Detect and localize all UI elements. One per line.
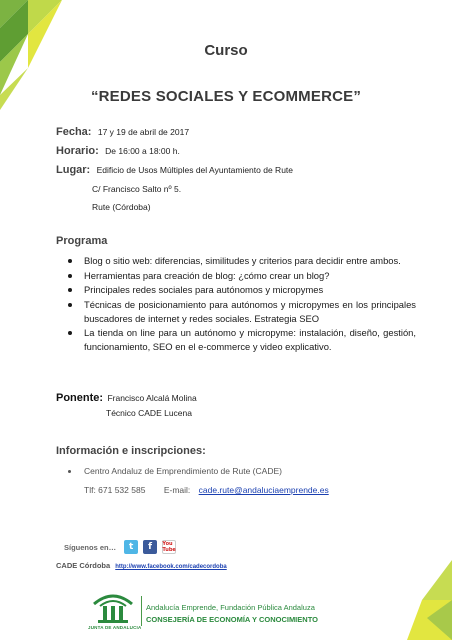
- course-title: “REDES SOCIALES Y ECOMMERCE”: [90, 88, 362, 105]
- org-line-1: Andalucía Emprende, Fundación Pública Andaluza: [146, 603, 315, 612]
- follow-text: Síguenos en…: [64, 542, 117, 552]
- inscripciones-heading: Información e inscripciones:: [56, 445, 206, 457]
- lugar-line-2: C/ Francisco Salto nº 5.: [92, 184, 182, 194]
- course-label: Curso: [204, 42, 248, 59]
- lugar-line-1: Edificio de Usos Múltiples del Ayuntamiento de Rute: [96, 165, 294, 175]
- list-item: Blog o sitio web: diferencias, similitudes y criterios para decidir entre ambos.: [66, 254, 416, 267]
- programa-list: [66, 254, 416, 354]
- horario-label: Horario:: [56, 145, 99, 157]
- youtube-icon[interactable]: You Tube: [162, 541, 176, 553]
- list-item: Principales redes sociales para autónomos y micropymes: [66, 283, 416, 296]
- centro-item: Centro Andaluz de Emprendimiento de Rute (CADE): [66, 466, 282, 476]
- horario-value: De 16:00 a 18:00 h.: [105, 146, 180, 156]
- email-link[interactable]: cade.rute@andaluciaemprende.es: [198, 485, 329, 495]
- fecha-label: Fecha:: [56, 126, 92, 138]
- twitter-icon[interactable]: t: [124, 540, 138, 554]
- bullet-icon: [68, 331, 72, 335]
- follow-row: [64, 540, 176, 554]
- bullet-icon: [68, 303, 72, 307]
- programa-heading: Programa: [56, 235, 108, 247]
- phone-text: Tlf: 671 532 585: [84, 485, 146, 495]
- contact-row: [84, 485, 329, 495]
- fecha-value: 17 y 19 de abril de 2017: [97, 127, 190, 137]
- corner-decoration-bottom: [397, 560, 452, 640]
- list-item: Herramientas para creación de blog: ¿cómo crear un blog?: [66, 269, 416, 282]
- junta-text: JUNTA DE ANDALUCIA: [88, 625, 142, 630]
- facebook-icon[interactable]: f: [143, 540, 157, 554]
- org-line-2: CONSEJERÍA DE ECONOMÍA Y CONOCIMIENTO: [146, 615, 318, 624]
- bullet-icon: [68, 288, 72, 292]
- ponente-name: Francisco Alcalá Molina: [107, 393, 197, 403]
- bullet-icon: [68, 259, 72, 263]
- horario-row: [56, 145, 180, 157]
- ponente-row: [56, 392, 197, 404]
- ponente-label: Ponente:: [56, 392, 104, 404]
- fecha-row: [56, 126, 189, 138]
- facebook-link[interactable]: http://www.facebook.com/cadecordoba: [115, 564, 227, 570]
- list-item: Técnicas de posicionamiento para autónomos y micropymes en los principales buscadores de internet y redes sociales. Estrategia SEO: [66, 298, 416, 325]
- lugar-label: Lugar:: [56, 164, 91, 176]
- cade-row: [56, 561, 227, 570]
- ponente-role: Técnico CADE Lucena: [106, 408, 192, 418]
- logo-divider: [141, 596, 142, 626]
- lugar-line-3: Rute (Córdoba): [92, 202, 151, 212]
- bullet-icon: [68, 274, 72, 278]
- list-item: La tienda on line para un autónomo y micropyme: instalación, diseño, gestión, funcionamiento, SEO en el e-commerce y video explicativo.: [66, 326, 416, 353]
- email-label: E-mail:: [163, 485, 191, 495]
- junta-emblem-icon: [90, 590, 136, 626]
- lugar-row: [56, 164, 293, 176]
- bullet-icon: [68, 470, 71, 473]
- cade-label: CADE Córdoba: [56, 561, 111, 570]
